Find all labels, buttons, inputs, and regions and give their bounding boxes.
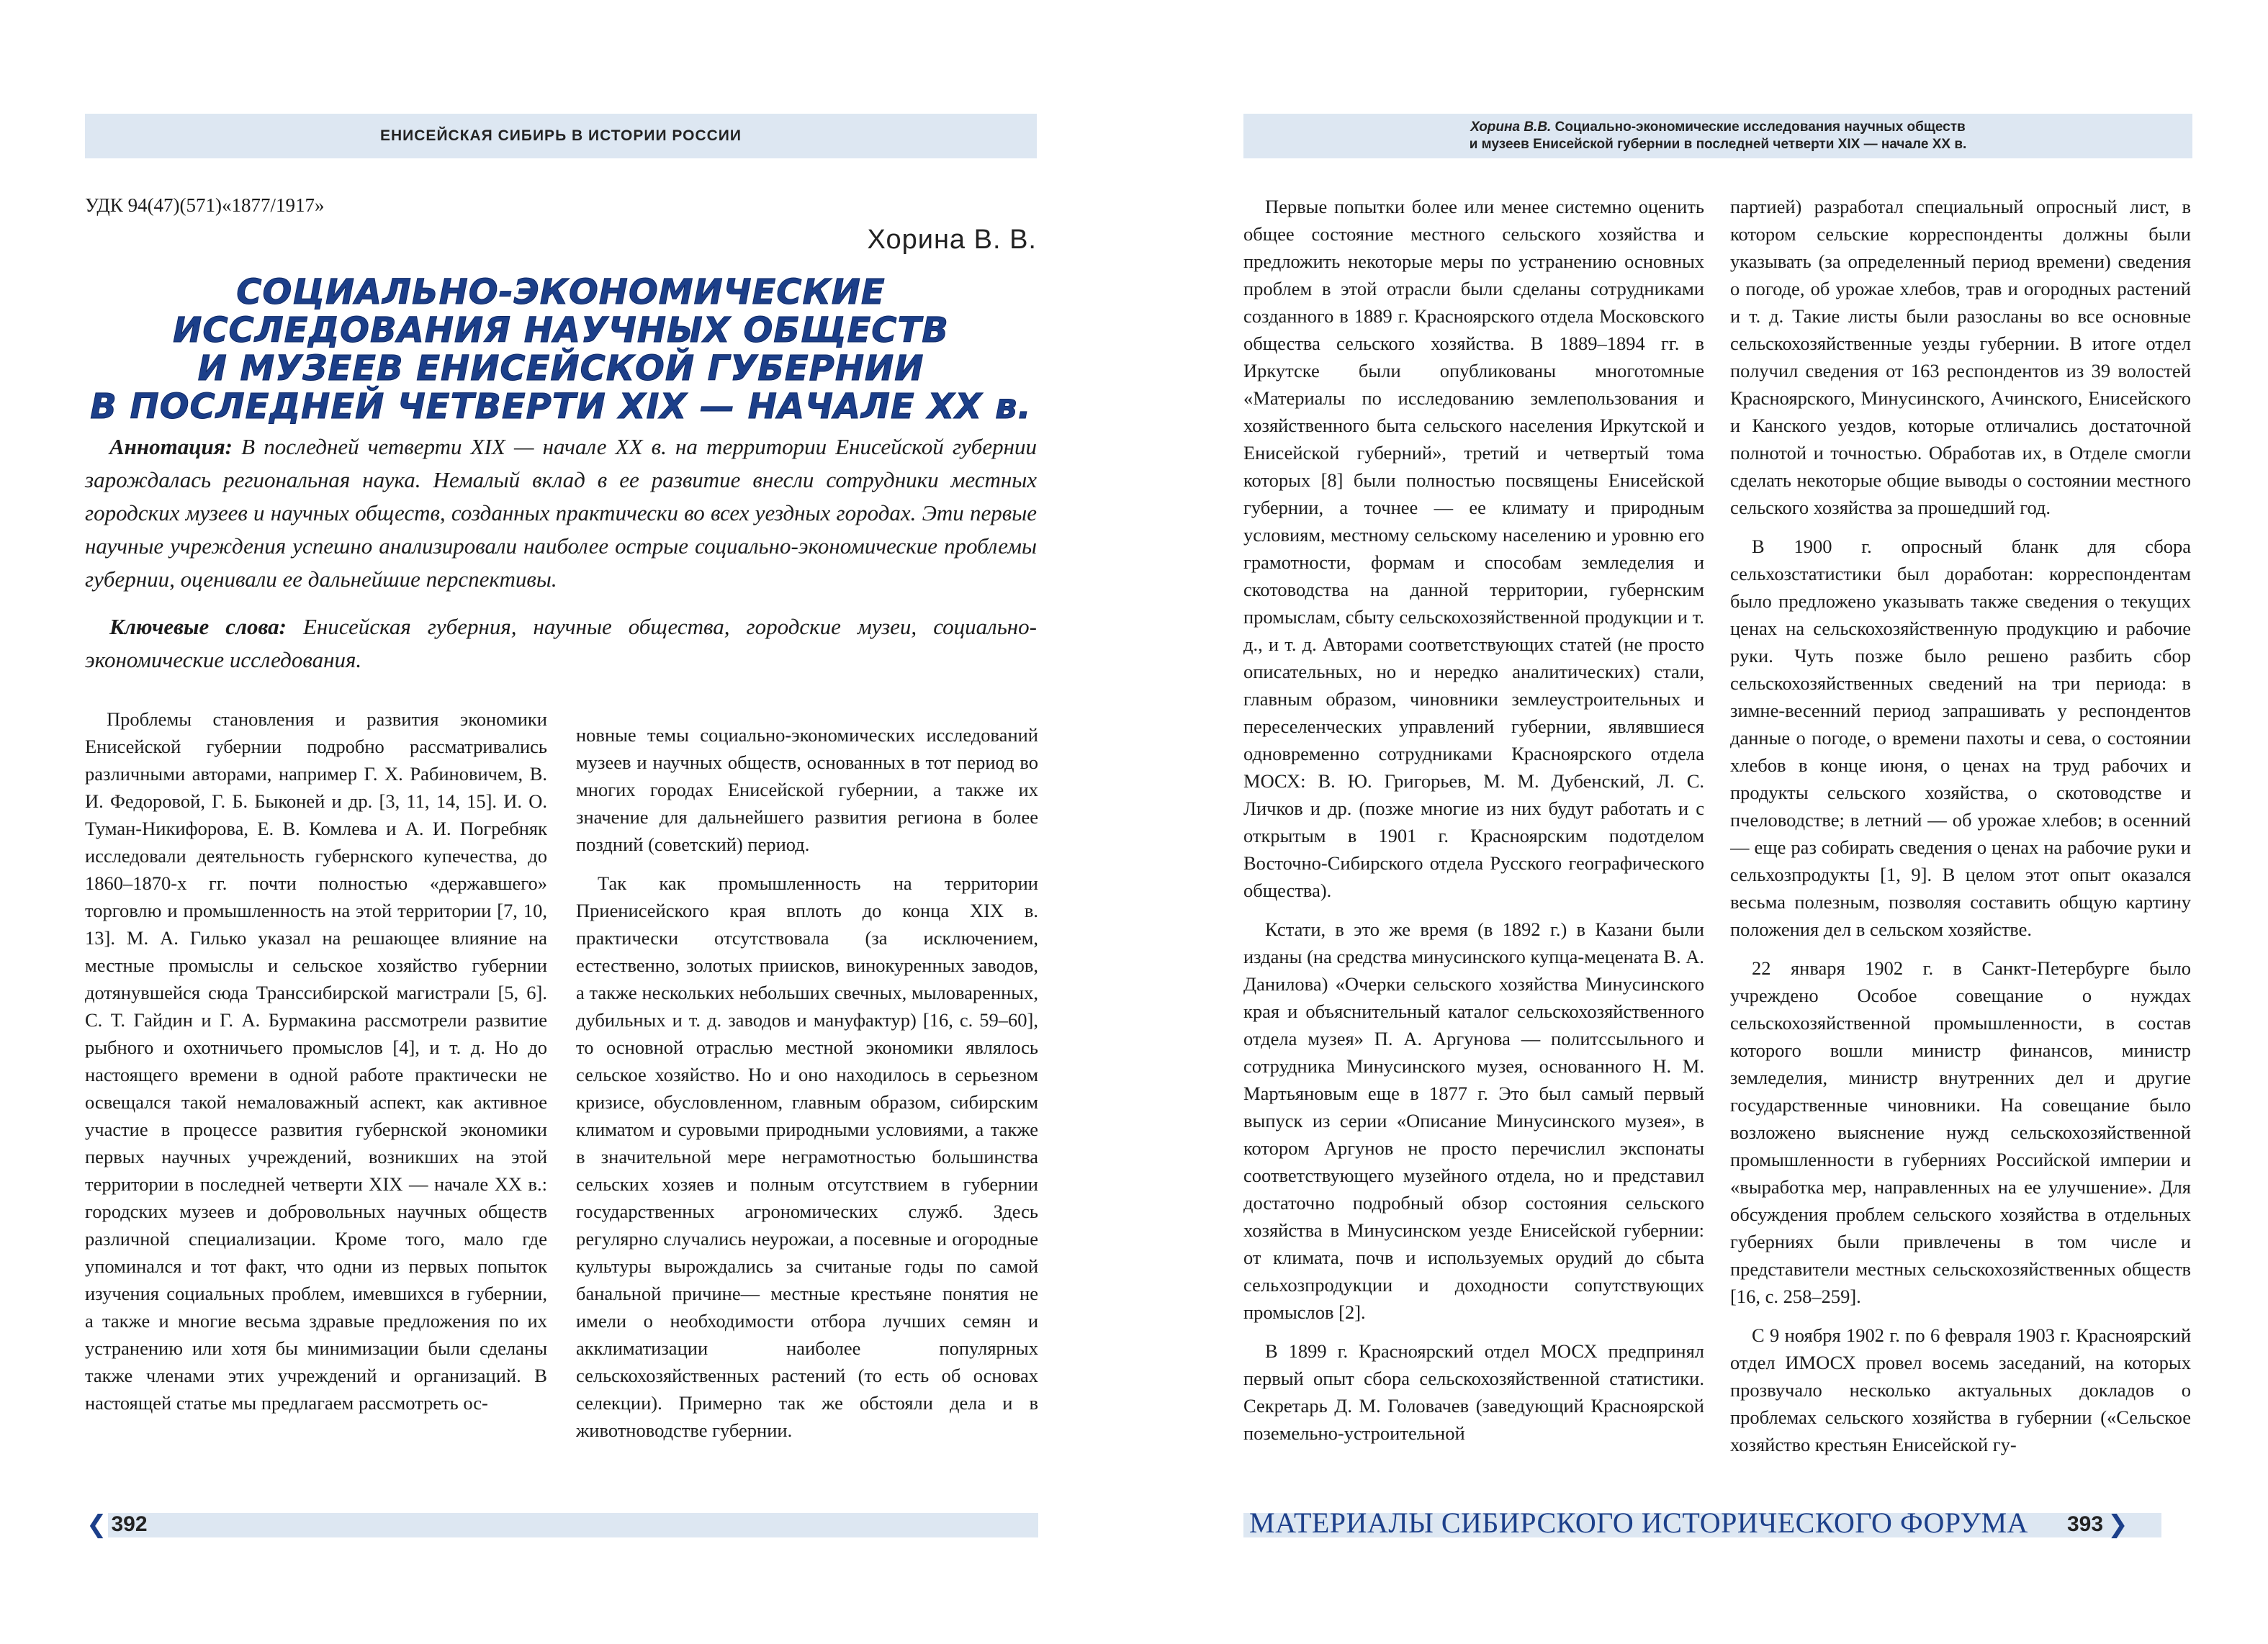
running-head-title-1: Социально-экономические исследования научных обществ <box>1554 119 1966 135</box>
running-head-line-2: и музеев Енисейской губернии в последней четверти XIX — начале XX в. <box>1469 137 1967 152</box>
abstract <box>85 430 1037 596</box>
paragraph: 22 января 1902 г. в Санкт-Петербурге было учреждено Особое совещание о нуждах сельскохозяйственной промышленности, в состав которого вошли министр финансов, министр земледелия, министр внутренних дел и другие государственные чиновники. На совещание было возложено выяснение нужд сельскохозяйственной промышленности в губерниях Российской империи и «выработка мер, направленных на ее улучшение». Для обсуждения проблем сельского хозяйства в отдельных губерниях были привлечены в том числе и представители местных сельскохозяйственных обществ [16, с. 258–259]. <box>1730 957 2191 1307</box>
keywords <box>85 610 1037 677</box>
page-number-right <box>2067 1510 2128 1539</box>
title-line: И МУЗЕЕВ ЕНИСЕЙСКОЙ ГУБЕРНИИ <box>197 348 924 389</box>
running-head <box>85 114 1037 158</box>
left-column-2 <box>576 721 1038 1497</box>
paragraph: С 9 ноября 1902 г. по 6 февраля 1903 г. Красноярский отдел ИМОСХ провел восемь заседаний, на которых прозвучало несколько актуальных докладов о проблемах сельского хозяйства в губернии («Сельское хозяйство крестьян Енисейской гу- <box>1730 1324 2191 1455</box>
article-title <box>85 274 1037 426</box>
page-number: 393 <box>2067 1512 2104 1536</box>
udk-code: УДК 94(47)(571)«1877/1917» <box>85 194 325 216</box>
keywords-label: Ключевые слова: <box>109 614 287 639</box>
abstract-label: Аннотация: <box>109 434 233 459</box>
paragraph: В 1900 г. опросный бланк для сбора сельхозстатистики был доработан: корреспондентам было предложено указывать также сведения о текущих ценах на сельскохозяйственную продукцию и рабочие руки. Чуть позже было решено разбить сбор сельскохозяйственных сведений на три периода: в зимне-весенний период запрашивать у респондентов данные о погоде, о времени пахоты и сева, о состоянии хлебов в конце июня, о ценах на труд рабочих и продукты сельского хозяйства, о скотоводстве и пчеловодстве; в летний — об урожае хлебов; в осенний — еще раз собирать сведения о ценах на рабочие руки и сельхозпродукты [1, 9]. В целом этот опыт оказался весьма полезным, позволяя составить общую картину положения дел в сельском хозяйстве. <box>1730 536 2191 940</box>
running-head-line-1 <box>1470 119 1965 136</box>
chevron-left-icon: ❮ <box>86 1511 107 1538</box>
title-line: СОЦИАЛЬНО-ЭКОНОМИЧЕСКИЕ <box>236 272 886 312</box>
paragraph: партией) разработал специальный опросный лист, в котором сельские корреспонденты должны были указывать (за определенный период времени) сведения о погоде, об урожае хлебов, трав и огородных растений и т. д. Такие листы были разосланы во все основные сельскохозяйственные уезды губернии. В итоге отдел получил сведения от 163 респондентов из 39 волостей Красноярского, Минусинского, Ачинского, Енисейского и Канского уездов, которые отличались достаточной полнотой и точностью. Обработав их, в Отделе смогли сделать некоторые общие выводы о состоянии местного сельского хозяйства за прошедший год. <box>1730 196 2191 518</box>
paragraph: новные темы социально-экономических исследований музеев и научных обществ, основанных в тот период во многих городах Енисейской губернии, а также их значение для дальнейшего развития региона в более поздний (советский) период. <box>576 724 1038 855</box>
running-head-author: Хорина В.В. <box>1470 119 1552 135</box>
paragraph: В 1899 г. Красноярский отдел МОСХ предпринял первый опыт сбора сельскохозяйственной статистики. Секретарь Д. М. Головачев (заведующий Красноярской поземельно-устроительной <box>1243 1340 1704 1444</box>
left-column-1 <box>85 705 547 1497</box>
paragraph: Первые попытки более или менее системно оценить общее состояние местного сельского хозяйства и предложить некоторые меры по устранению основных проблем в этой отрасли были сделаны сотрудниками созданного в 1889 г. Красноярского отдела Московского общества сельского хозяйства. В 1889–1894 гг. в Иркутске были опубликованы многотомные «Материалы по исследованию землепользования и хозяйственного быта сельского населения Иркутской и Енисейской губерний», третий и четвертый тома которых [8] были полностью посвящены Енисейской губернии, а точнее — ее климату и природным условиям, местному сельскому населению и уровню его грамотности, формам и способам земледелия и скотоводства на данной территории, губернским промыслам, сбыту сельскохозяйственной продукции и т. д., и т. д. Авторами соответствующих статей (не просто описательных, но и нередко аналитических) стали, главным образом, чиновники землеустроительных и переселенческих управлений губернии, являвшиеся одновременно сотрудниками Красноярского отдела МОСХ: В. Ю. Григорьев, М. М. Дубенский, Л. С. Личков и др. (позже многие из них будут работать и с открытым в 1901 г. Красноярским подотделом Восточно-Сибирского отдела Русского географического общества). <box>1243 196 1704 901</box>
keywords-text: Енисейская губерния, научные общества, городские музеи, социально-экономические исследования. <box>85 614 1038 672</box>
right-column-2 <box>1730 193 2191 1496</box>
author-name: Хорина В. В. <box>867 225 1037 255</box>
running-head <box>1243 114 2192 158</box>
paragraph: Так как промышленность на территории Приенисейского края вплоть до конца XIX в. практически отсутствовала (за исключением, естественно, золотых приисков, винокуренных заводов, а также нескольких небольших свечных, мыловаренных, дубильных и т. д. заводов и мануфактур) [16, с. 59–60], то основной отраслью местной экономики являлось сельское хозяйство. Но и оно находилось в серьезном кризисе, обусловленном, главным образом, сибирским климатом и суровыми природными условиями, а также в значительной мере неграмотностью большинства сельских хозяев и полным отсутствием в губернии государственных агрономических служб. Здесь регулярно случались неурожаи, а посевные и огородные культуры вырождались за считаные годы по самой банальной причине— местные крестьяне понятия не имели о необходимости отбора лучших семян и акклиматизации наиболее популярных сельскохозяйственных растений (то есть об основах селекции). Примерно так же обстояли дела и в животноводстве губернии. <box>576 872 1038 1441</box>
page-number-left <box>86 1510 148 1539</box>
title-line: ИССЛЕДОВАНИЯ НАУЧНЫХ ОБЩЕСТВ <box>173 310 949 351</box>
abstract-block <box>85 430 1037 691</box>
chevron-right-icon: ❯ <box>2107 1511 2128 1538</box>
paragraph: Кстати, в это же время (в 1892 г.) в Казани были изданы (на средства минусинского купца-мецената В. А. Данилова) «Очерки сельского хозяйства Минусинского края и объяснительный каталог сельскохозяйственного отдела музея» П. А. Аргунова — политссыльного и сотрудника Минусинского музея, основанного Н. М. Мартьяновым еще в 1877 г. Это был самый первый выпуск из серии «Описание Минусинского музея», в котором Аргунов не просто перечислил экспонаты соответствующего музейного отдела, но и представил достаточно подробный обзор состояния сельского хозяйства в Минусинском уезде Енисейской губернии: от климата, почв и используемых орудий до сбыта сельхозпродукции и доходности сопутствующих промыслов [2]. <box>1243 918 1704 1323</box>
running-head-text: ЕНИСЕЙСКАЯ СИБИРЬ В ИСТОРИИ РОССИИ <box>380 127 742 144</box>
footer-bar <box>108 1513 1038 1537</box>
forum-title: МАТЕРИАЛЫ СИБИРСКОГО ИСТОРИЧЕСКОГО ФОРУМА <box>1249 1507 2028 1539</box>
title-line: В ПОСЛЕДНЕЙ ЧЕТВЕРТИ XIX — НАЧАЛЕ XX в. <box>90 387 1032 427</box>
abstract-text: В последней четверти XIX — начале XX в. на территории Енисейской губернии зарождалась региональная наука. Немалый вклад в ее развитие внесли сотрудники местных городских музеев и научных обществ, созданных практически во всех уездных городах. Эти первые научные учреждения успешно анализировали наиболее острые социально-экономические проблемы губернии, оценивали ее дальнейшие перспективы. <box>85 434 1037 592</box>
page-number: 392 <box>111 1512 148 1536</box>
paragraph: Проблемы становления и развития экономики Енисейской губернии подробно рассматривались различными авторами, например Г. Х. Рабиновичем, В. И. Федоровой, Г. Б. Быконей и др. [3, 11, 14, 15]. И. О. Туман-Никифорова, Е. В. Комлева и А. И. Погребняк исследовали деятельность губернского купечества, до 1860–1870-х гг. почти полностью «державшего» торговлю и промышленность на этой территории [7, 10, 13]. М. А. Гилько указал на решающее влияние на местные промыслы и сельское хозяйство губернии дотянувшейся сюда Транссибирской магистрали [5, 6]. С. Т. Гайдин и Г. А. Бурмакина рассмотрели развитие рыбного и охотничьего промыслов [4], и т. д. Но до настоящего времени в одной работе практически не освещался такой немаловажный аспект, как активное участие в процессе развития губернской экономики первых научных учреждений, возникших на этой территории в последней четверти XIX — начале XX в.: городских музеев и добровольных научных обществ различной специализации. Кроме того, мало где упоминался и тот факт, что одни из первых попыток изучения социальных проблем, имевшихся в губернии, а также и многие весьма здравые предложения по их устранению или хотя бы минимизации были сделаны также членами этих учреждений и организаций. В настоящей статье мы предлагаем рассмотреть ос- <box>85 708 547 1414</box>
right-column-1 <box>1243 193 1704 1496</box>
right-page <box>1134 0 2268 1644</box>
